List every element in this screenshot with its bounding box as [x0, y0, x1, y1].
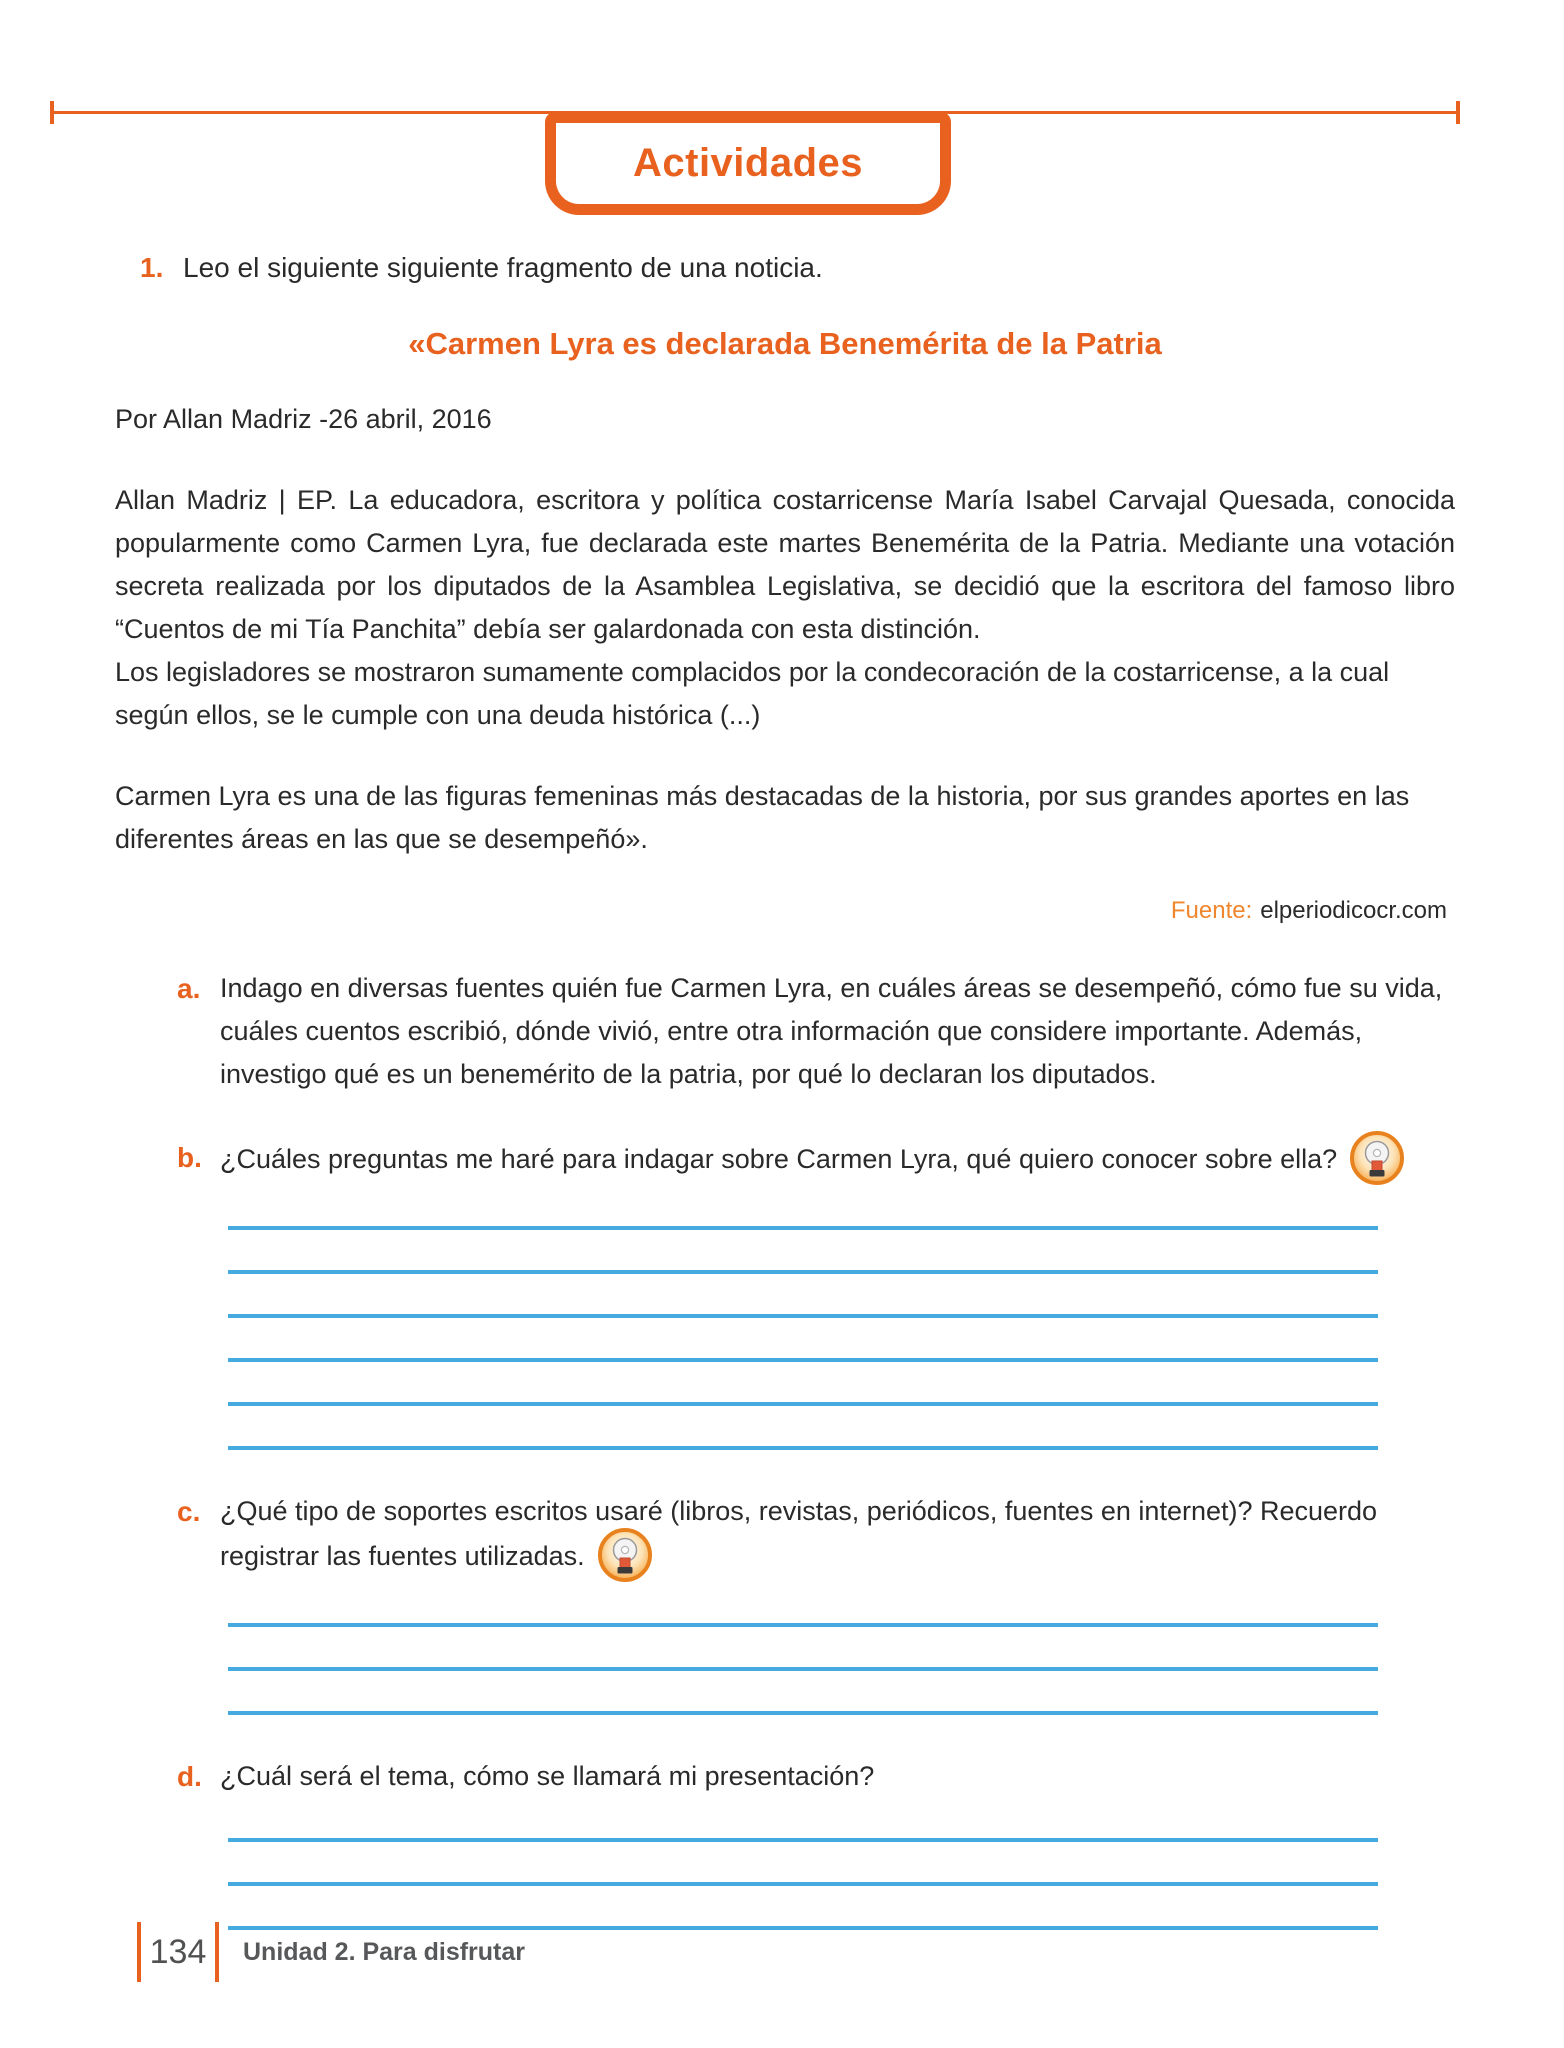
- question-marker: d.: [177, 1761, 202, 1792]
- answer-line[interactable]: [228, 1583, 1378, 1627]
- article-headline: «Carmen Lyra es declarada Benemérita de la Patria: [408, 326, 1162, 361]
- question-a: [115, 967, 1455, 1096]
- lightbulb-icon: [597, 1527, 653, 1583]
- question-marker: b.: [177, 1142, 202, 1173]
- activity-instruction-text: Leo el siguiente siguiente fragmento de una noticia.: [183, 252, 823, 283]
- question-list: [115, 967, 1455, 1930]
- page-number: 134: [149, 1932, 207, 1971]
- page-footer: [137, 1922, 525, 1982]
- article-byline: Por Allan Madriz -26 abril, 2016: [115, 404, 492, 434]
- answer-lines: [228, 1798, 1378, 1930]
- unit-label: Unidad 2. Para disfrutar: [243, 1937, 526, 1966]
- activity-number: 1.: [140, 252, 164, 283]
- answer-lines: [228, 1186, 1378, 1450]
- question-d: [115, 1755, 1455, 1930]
- activities-badge-title: Actividades: [632, 141, 864, 185]
- answer-line[interactable]: [228, 1671, 1378, 1715]
- question-text-content: ¿Cuál será el tema, cómo se llamará mi presentación?: [220, 1761, 875, 1791]
- question-text: [220, 967, 1455, 1096]
- activities-badge: [545, 112, 951, 215]
- question-text-content: Indago en diversas fuentes quién fue Carmen Lyra, en cuáles áreas se desempeñó, cómo fue su vida, cuáles cuentos escribió, dónde vivió, entre otra información que considere importante. Además, investigo qué es un benemérito de la patria, por qué lo declaran los diputados.: [220, 973, 1443, 1089]
- answer-line[interactable]: [228, 1186, 1378, 1230]
- answer-line[interactable]: [228, 1274, 1378, 1318]
- question-text-content: ¿Cuáles preguntas me haré para indagar sobre Carmen Lyra, qué quiero conocer sobre ella?: [220, 1144, 1338, 1175]
- rule-tick-right: [1456, 101, 1460, 124]
- article-source: [115, 897, 1455, 925]
- article-paragraph: Carmen Lyra es una de las figuras femeninas más destacadas de la historia, por sus grandes aportes en las diferentes áreas en las que se desempeñó».: [115, 781, 1410, 854]
- answer-line[interactable]: [228, 1842, 1378, 1886]
- page-content: [115, 248, 1455, 1930]
- article-paragraph: Allan Madriz | EP. La educadora, escritora y política costarricense María Isabel Carvajal Quesada, conocida popularmente como Carmen Lyra, fue declarada este martes Benemérita de la Patria. Mediante una votación secreta realizada por los diputados de la Asamblea Legislativa, se decidió que la escritora del famoso libro “Cuentos de mi Tía Panchita” debía ser galardonada con esta distinción.: [115, 485, 1455, 644]
- question-text: [220, 1490, 1455, 1583]
- article-paragraph: Los legisladores se mostraron sumamente complacidos por la condecoración de la costarricense, a la cual según ellos, se le cumple con una deuda histórica (...): [115, 657, 1390, 730]
- footer-bar-right: [215, 1922, 219, 1982]
- answer-line[interactable]: [228, 1362, 1378, 1406]
- source-label: Fuente:: [1170, 897, 1253, 924]
- question-b: [115, 1136, 1455, 1450]
- rule-tick-left: [50, 101, 54, 124]
- question-marker: c.: [177, 1496, 201, 1527]
- activity-instruction: [115, 248, 1455, 288]
- answer-line[interactable]: [228, 1318, 1378, 1362]
- question-text-content: ¿Qué tipo de soportes escritos usaré (libros, revistas, periódicos, fuentes en internet)? Recuerdo registrar las fuentes utilizadas.: [220, 1496, 1378, 1572]
- answer-line[interactable]: [228, 1798, 1378, 1842]
- question-marker: a.: [177, 973, 201, 1004]
- lightbulb-icon: [1349, 1130, 1405, 1186]
- answer-lines: [228, 1583, 1378, 1715]
- source-value: elperiodicocr.com: [1260, 897, 1447, 924]
- answer-line[interactable]: [228, 1627, 1378, 1671]
- question-text: [220, 1755, 1455, 1798]
- answer-line[interactable]: [228, 1230, 1378, 1274]
- question-c: [115, 1490, 1455, 1715]
- question-text: [220, 1136, 1455, 1186]
- answer-line[interactable]: [228, 1406, 1378, 1450]
